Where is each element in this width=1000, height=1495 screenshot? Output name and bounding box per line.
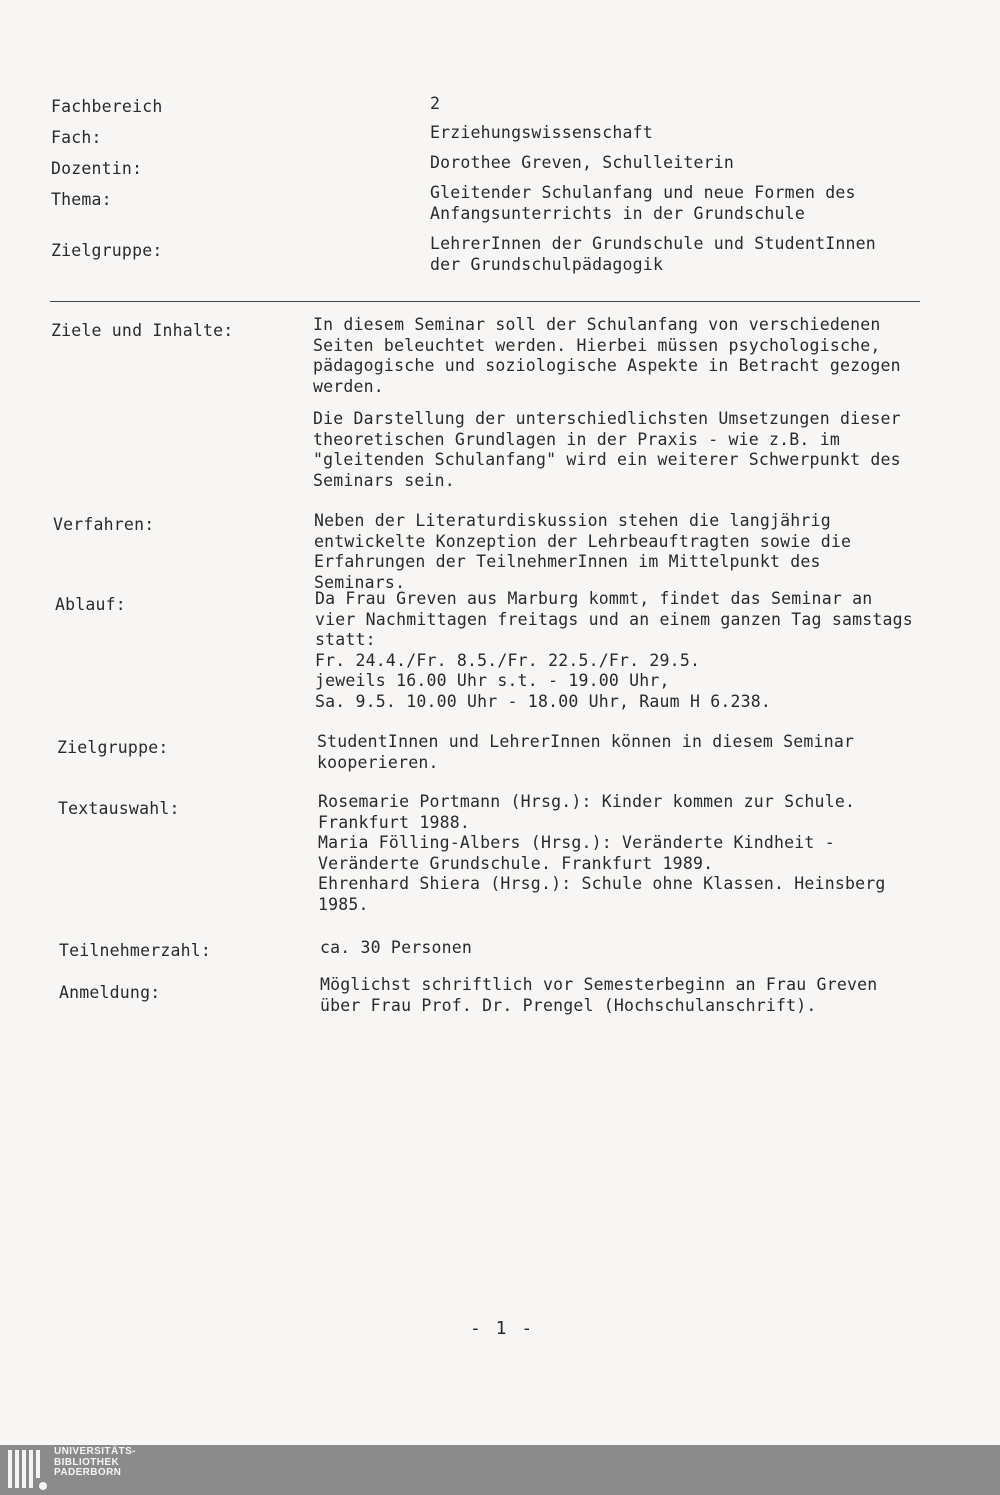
section-label-verfahren: Verfahren: — [53, 515, 155, 534]
section-text-textauswahl: Rosemarie Portmann (Hrsg.): Kinder kommen zur Schule. Frankfurt 1988. Maria Fölling-Albers (Hrsg.): Veränderte Kindheit - Veränderte Grundschule. Frankfurt 1989. Ehrenhard Shiera (Hrsg.): Schule ohne Klassen. Heinsberg 1985. — [318, 792, 886, 914]
header-value-zielgruppe: LehrerInnen der Grundschule und StudentInnen der Grundschulpädagogik — [430, 234, 876, 274]
header-value-fachbereich: 2 — [430, 94, 441, 113]
section-text-zielgruppe: StudentInnen und LehrerInnen können in diesem Seminar kooperieren. — [317, 732, 855, 772]
header-value-thema: Gleitender Schulanfang und neue Formen des Anfangsunterrichts in der Grundschule — [430, 183, 856, 223]
section-text-teilnehmerzahl: ca. 30 Personen — [320, 938, 473, 957]
library-footer — [0, 1445, 1000, 1495]
ziele-paragraph-2: Die Darstellung der unterschiedlichsten Umsetzungen dieser theoretischen Grundlagen in der Praxis - wie z.B. im "gleitenden Schulanfang" wird ein weiterer Schwerpunkt des Seminars sein. — [313, 409, 901, 490]
header-divider — [50, 301, 920, 302]
section-label-zielgruppe: Zielgruppe: — [57, 738, 169, 757]
library-logo-icon — [8, 1450, 40, 1488]
section-label-teilnehmerzahl: Teilnehmerzahl: — [59, 941, 212, 960]
header-label-fach: Fach: — [51, 128, 102, 147]
section-label-ziele: Ziele und Inhalte: — [51, 321, 234, 340]
section-label-anmeldung: Anmeldung: — [59, 983, 161, 1002]
section-label-ablauf: Ablauf: — [55, 595, 126, 614]
logo-dot-icon — [39, 1482, 47, 1490]
header-value-dozentin: Dorothee Greven, Schulleiterin — [430, 153, 735, 172]
header-label-fachbereich: Fachbereich — [51, 97, 163, 116]
header-label-zielgruppe: Zielgruppe: — [51, 241, 163, 260]
header-value-fach: Erziehungswissenschaft — [430, 123, 653, 142]
library-logo-text: UNIVERSITÄTS- BIBLIOTHEK PADERBORN — [54, 1446, 136, 1478]
section-label-textauswahl: Textauswahl: — [58, 799, 180, 818]
header-label-dozentin: Dozentin: — [51, 159, 143, 178]
section-text-ablauf: Da Frau Greven aus Marburg kommt, findet das Seminar an vier Nachmittagen freitags und an einem ganzen Tag samstags statt: Fr. 24.4./Fr. 8.5./Fr. 22.5./Fr. 29.5. jeweils 16.00 Uhr s.t. - 19.00 Uhr, Sa. 9.5. 10.00 Uhr - 18.00 Uhr, Raum H 6.238. — [315, 589, 913, 711]
header-label-thema: Thema: — [51, 190, 112, 209]
ziele-paragraph-1: In diesem Seminar soll der Schulanfang von verschiedenen Seiten beleuchtet werden. Hierbei müssen psychologische, pädagogische und soziologische Aspekte in Betracht gezogen werden. — [313, 315, 901, 396]
section-text-verfahren: Neben der Literaturdiskussion stehen die langjährig entwickelte Konzeption der Lehrbeauftragten sowie die Erfahrungen der TeilnehmerInnen im Mittelpunkt des Seminars. — [314, 511, 852, 592]
section-text-ziele — [313, 315, 913, 491]
section-text-anmeldung: Möglichst schriftlich vor Semesterbeginn an Frau Greven über Frau Prof. Dr. Prengel (Hochschulanschrift). — [320, 975, 878, 1015]
page-number: - 1 - — [470, 1318, 535, 1339]
